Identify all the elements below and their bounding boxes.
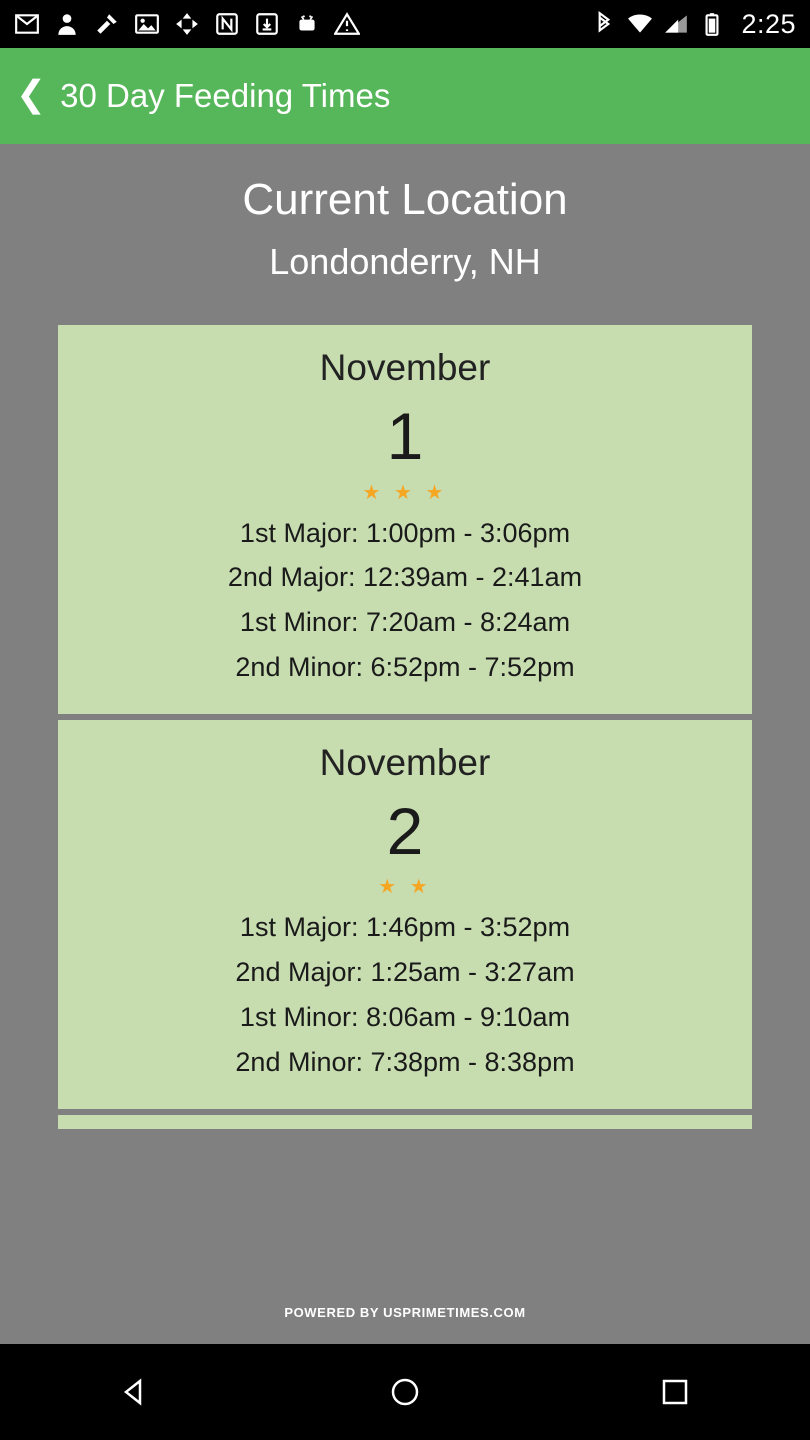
nav-home-button[interactable] — [345, 1375, 465, 1409]
recents-square-icon — [659, 1376, 691, 1408]
sync-icon — [174, 11, 200, 37]
rating-stars: ★ ★ ★ — [362, 481, 448, 504]
gmail-icon — [14, 11, 40, 37]
warning-icon — [334, 11, 360, 37]
list-item[interactable] — [58, 325, 752, 714]
card-day: 1 — [386, 399, 424, 473]
current-location-block — [0, 144, 810, 283]
n-app-icon — [214, 11, 240, 37]
rating-stars: ★ ★ — [378, 876, 432, 899]
list-item-partial[interactable] — [58, 1115, 752, 1129]
card-month: November — [319, 347, 491, 388]
image-icon — [134, 11, 160, 37]
download-icon — [254, 11, 280, 37]
second-major-row: 2nd Major: 1:25am - 3:27am — [235, 957, 575, 988]
android-icon — [294, 11, 320, 37]
nav-back-button[interactable] — [75, 1375, 195, 1409]
battery-icon — [699, 11, 725, 37]
card-day: 2 — [386, 793, 424, 868]
first-major-row: 1st Major: 1:46pm - 3:52pm — [239, 912, 571, 943]
signal-icon — [663, 11, 689, 37]
current-location-heading: Current Location — [242, 175, 568, 224]
home-circle-icon — [388, 1375, 422, 1409]
first-minor-row: 1st Minor: 8:06am - 9:10am — [239, 1001, 571, 1032]
nav-recents-button[interactable] — [615, 1376, 735, 1408]
status-bar-notification-icons — [14, 11, 591, 37]
page-title: 30 Day Feeding Times — [60, 77, 391, 114]
back-triangle-icon — [118, 1375, 152, 1409]
app-bar — [0, 48, 810, 144]
first-minor-row: 1st Minor: 7:20am - 8:24am — [239, 607, 571, 638]
system-navigation-bar — [0, 1344, 810, 1440]
current-location-name: Londonderry, NH — [269, 241, 541, 282]
back-chevron-icon[interactable]: ❮ — [16, 73, 47, 114]
second-major-row: 2nd Major: 12:39am - 2:41am — [227, 562, 583, 593]
tools-icon — [94, 11, 120, 37]
second-minor-row: 2nd Minor: 6:52pm - 7:52pm — [235, 651, 575, 682]
status-bar-system-icons — [591, 9, 796, 40]
person-icon — [54, 11, 80, 37]
status-bar-clock: 2:25 — [741, 8, 796, 39]
first-major-row: 1st Major: 1:00pm - 3:06pm — [239, 517, 571, 548]
second-minor-row: 2nd Minor: 7:38pm - 8:38pm — [235, 1046, 575, 1077]
card-month: November — [319, 741, 491, 783]
list-item[interactable] — [58, 720, 752, 1109]
content-area[interactable] — [0, 144, 810, 1344]
wifi-icon — [627, 11, 653, 37]
feeding-times-list — [0, 325, 810, 1135]
bluetooth-icon — [591, 11, 617, 37]
status-bar — [0, 0, 810, 48]
powered-by-label: POWERED BY USPRIMETIMES.COM — [284, 1305, 526, 1320]
